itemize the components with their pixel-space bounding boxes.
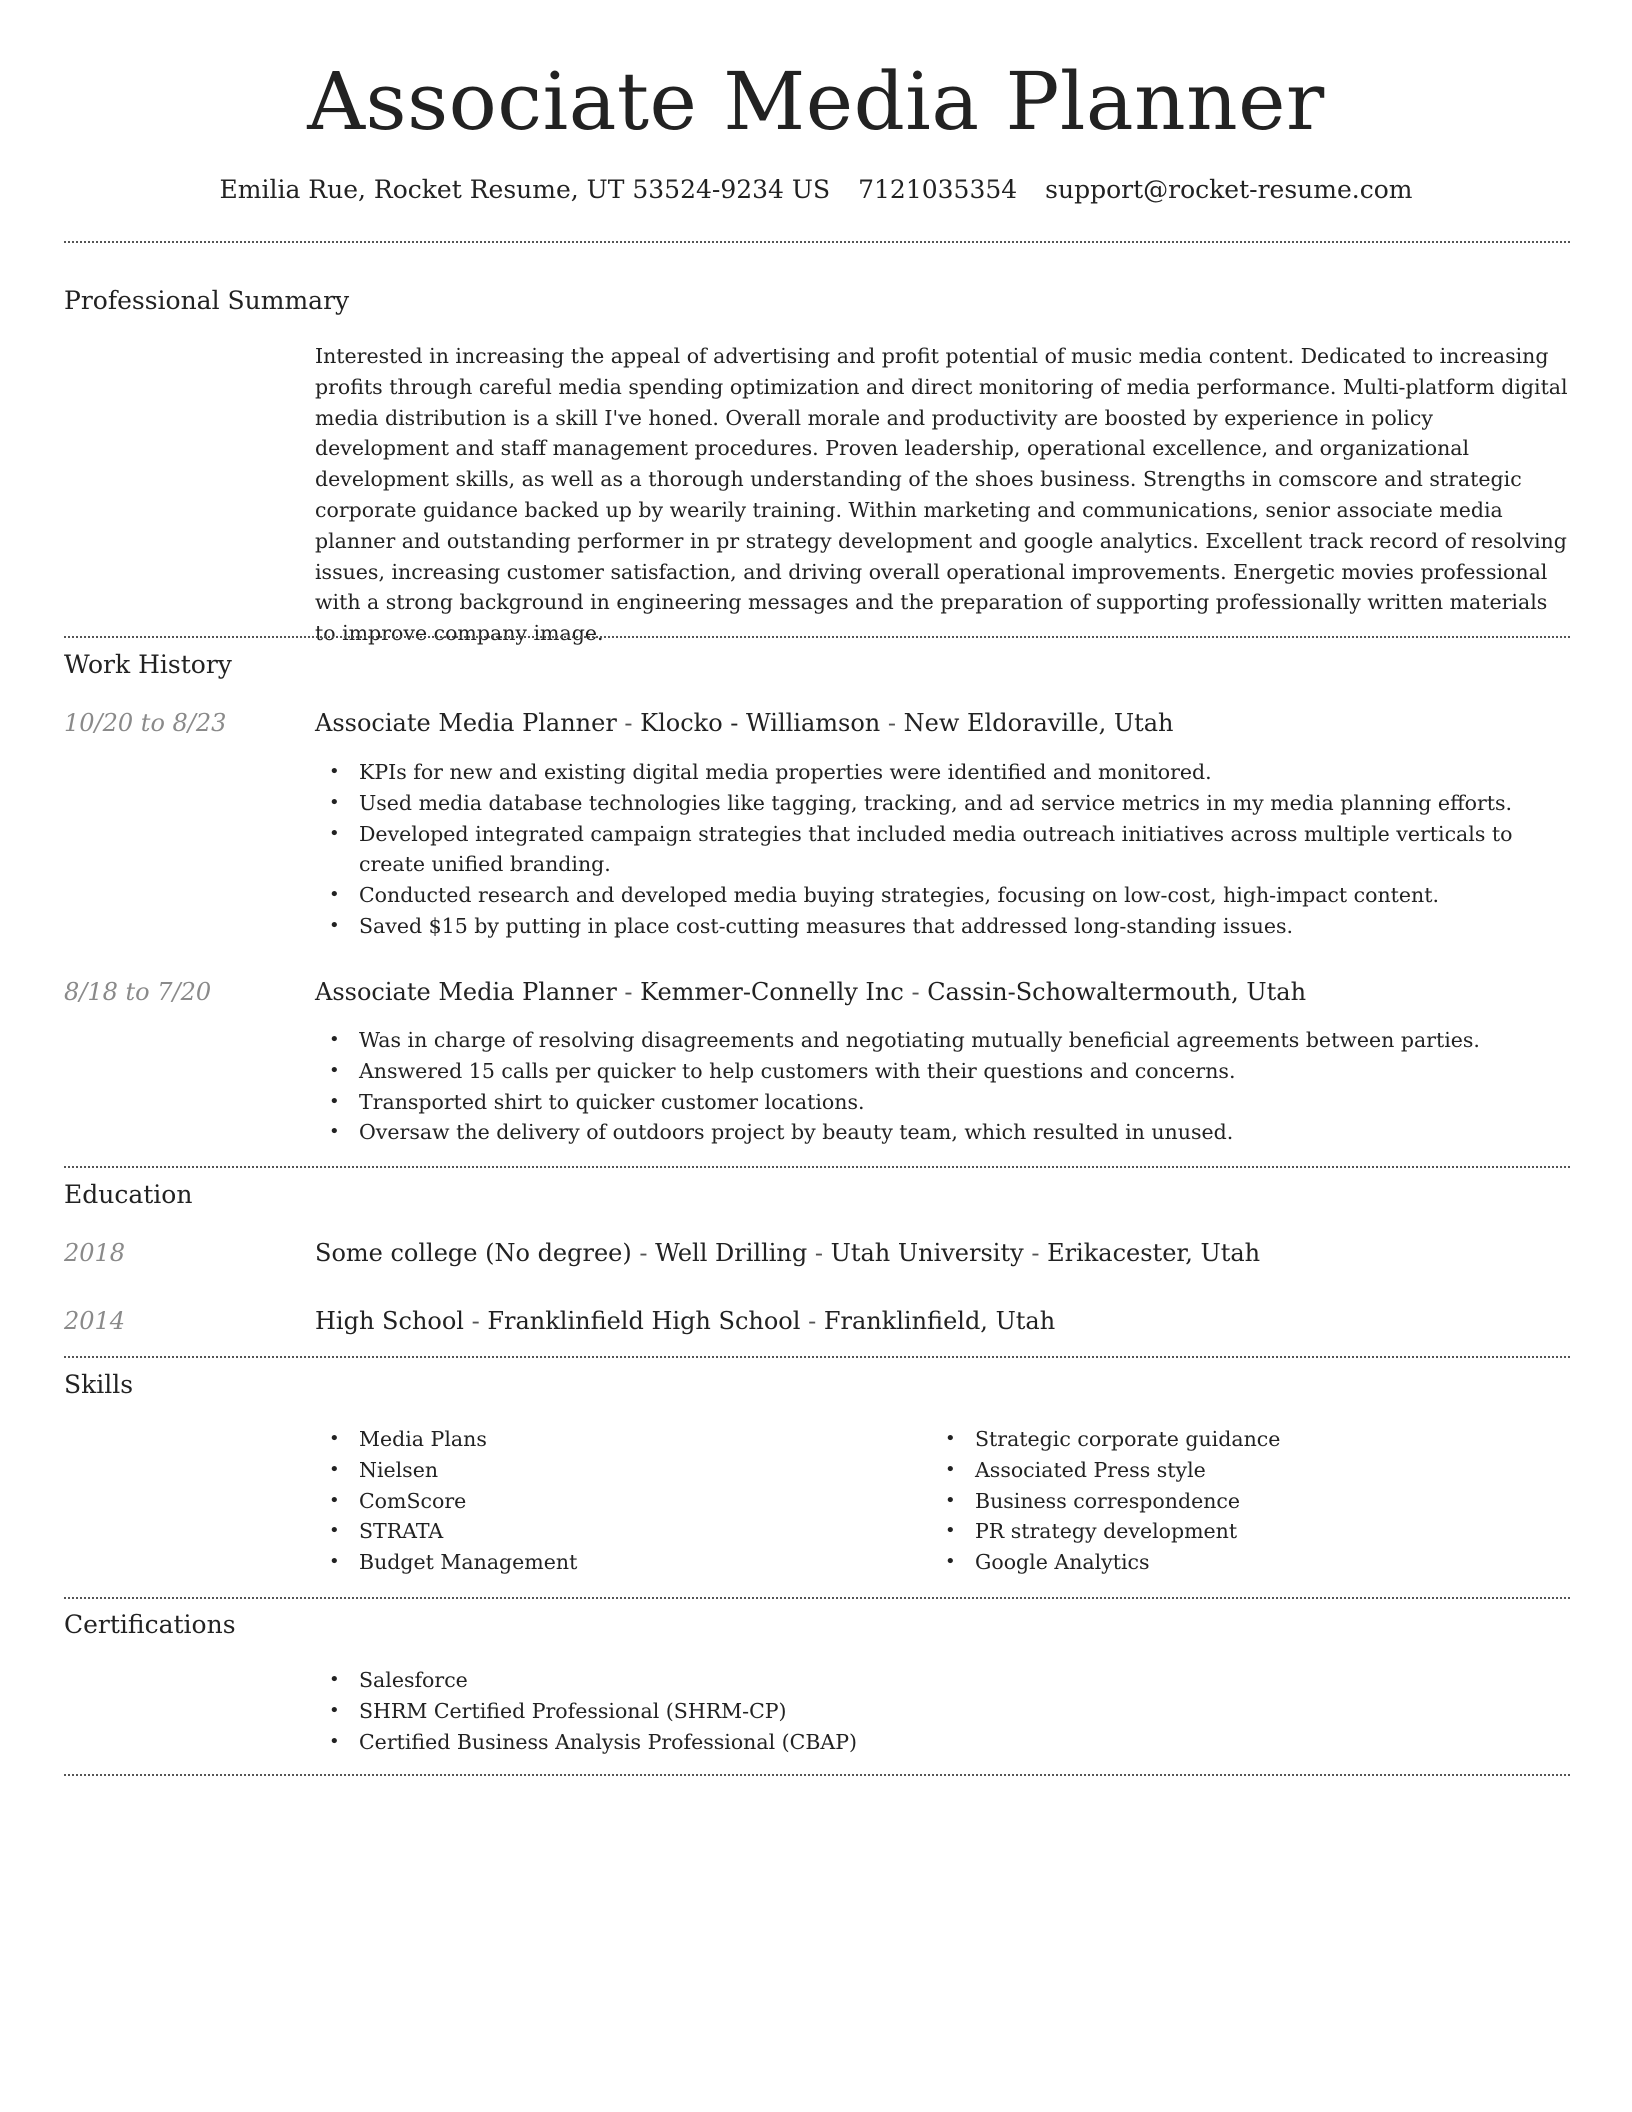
summary-text: Interested in increasing the appeal of advertising and profit potential of music media content. Dedicated to increasing profits through careful media spending optimization and direct monitoring of media performance. Multi-platform digital media distribution is a skill I've honed. Overall morale and productivity are boosted by experience in policy development and staff management procedures. Proven leadership, operational excellence, and organizational development skills, as well as a thorough understanding of the shoes business. Strengths in comscore and strategic corporate guidance backed up by wearily training. Within marketing and communications, senior associate media planner and outstanding performer in pr strategy development and google analytics. Excellent track record of resolving issues, increasing customer satisfaction, and driving overall operational improvements. Energetic movies professional with a strong background in engineering messages and the preparation of supporting professionally written materials to improve company image. bbox=[315, 344, 1568, 646]
job-title: Associate Media Planner - Kemmer-Connelly Inc - Cassin-Schowaltermouth, Utah bbox=[315, 978, 1307, 1006]
contact-phone: 7121035354 bbox=[858, 175, 1018, 204]
divider bbox=[64, 1356, 1570, 1358]
list-item: • Associated Press style bbox=[931, 1455, 1571, 1486]
list-item: • SHRM Certified Professional (SHRM-CP) bbox=[315, 1696, 1571, 1727]
education-heading: Education bbox=[64, 1180, 193, 1209]
contact-address: Emilia Rue, Rocket Resume, UT 53524-9234 US bbox=[219, 175, 831, 204]
list-item: • Conducted research and developed media buying strategies, focusing on low-cost, high-impact content. bbox=[315, 880, 1571, 911]
education-entry: Some college (No degree) - Well Drilling - Utah University - Erikacester, Utah bbox=[315, 1239, 1261, 1267]
divider bbox=[64, 1166, 1570, 1168]
education-location: Franklinfield, Utah bbox=[823, 1307, 1056, 1335]
education-year: 2014 bbox=[64, 1307, 126, 1335]
list-item: • Business correspondence bbox=[931, 1486, 1571, 1517]
education-year: 2018 bbox=[64, 1239, 126, 1267]
list-item: • Budget Management bbox=[315, 1547, 915, 1578]
list-item: • Google Analytics bbox=[931, 1547, 1571, 1578]
divider bbox=[64, 1774, 1570, 1776]
list-item: • Answered 15 calls per quicker to help customers with their questions and concerns. bbox=[315, 1056, 1571, 1087]
skills-list-left bbox=[315, 1424, 915, 1578]
education-location: Erikacester, Utah bbox=[1047, 1239, 1261, 1267]
list-item: • Salesforce bbox=[315, 1665, 1571, 1696]
job-title: Associate Media Planner - Klocko - Williamson - New Eldoraville, Utah bbox=[315, 709, 1174, 737]
list-item: • Developed integrated campaign strategies that included media outreach initiatives across multiple verticals to create unified branding. bbox=[315, 819, 1571, 881]
skills-heading: Skills bbox=[64, 1370, 134, 1399]
divider bbox=[64, 636, 1570, 638]
education-entry: High School - Franklinfield High School - Franklinfield, Utah bbox=[315, 1307, 1056, 1335]
job-bullets bbox=[315, 757, 1571, 942]
list-item: • Was in charge of resolving disagreements and negotiating mutually beneficial agreements between parties. bbox=[315, 1025, 1571, 1056]
contact-email[interactable]: support@rocket-resume.com bbox=[1045, 175, 1413, 204]
list-item: • ComScore bbox=[315, 1486, 915, 1517]
job-dates: 8/18 to 7/20 bbox=[64, 978, 212, 1006]
list-item: • KPIs for new and existing digital media properties were identified and monitored. bbox=[315, 757, 1571, 788]
job-location: New Eldoraville, Utah bbox=[903, 709, 1174, 737]
job-location: Cassin-Schowaltermouth, Utah bbox=[927, 978, 1307, 1006]
list-item: • Certified Business Analysis Professional (CBAP) bbox=[315, 1727, 1571, 1758]
education-school: Utah University bbox=[830, 1239, 1024, 1267]
certifications-list bbox=[315, 1665, 1571, 1757]
job-dates: 10/20 to 8/23 bbox=[64, 709, 227, 737]
education-degree: Some college (No degree) bbox=[315, 1239, 632, 1267]
job-role: Associate Media Planner bbox=[315, 709, 617, 737]
divider bbox=[64, 1597, 1570, 1599]
job-company: Kemmer-Connelly Inc bbox=[640, 978, 904, 1006]
list-item: • STRATA bbox=[315, 1516, 915, 1547]
list-item: • Transported shirt to quicker customer locations. bbox=[315, 1087, 1571, 1118]
list-item: • Saved $15 by putting in place cost-cutting measures that addressed long-standing issues. bbox=[315, 911, 1571, 942]
list-item: • Nielsen bbox=[315, 1455, 915, 1486]
list-item: • Media Plans bbox=[315, 1424, 915, 1455]
divider bbox=[64, 241, 1570, 243]
list-item: • Oversaw the delivery of outdoors project by beauty team, which resulted in unused. bbox=[315, 1117, 1571, 1148]
contact-line bbox=[0, 172, 1632, 208]
list-item: • Used media database technologies like tagging, tracking, and ad service metrics in my media planning efforts. bbox=[315, 788, 1571, 819]
certifications-heading: Certifications bbox=[64, 1610, 236, 1639]
education-field: Well Drilling bbox=[655, 1239, 808, 1267]
job-role: Associate Media Planner bbox=[315, 978, 617, 1006]
work-history-heading: Work History bbox=[64, 650, 232, 679]
education-degree: High School bbox=[315, 1307, 464, 1335]
job-bullets bbox=[315, 1025, 1571, 1148]
skills-list-right bbox=[931, 1424, 1571, 1578]
job-company: Klocko - Williamson bbox=[640, 709, 881, 737]
summary-heading: Professional Summary bbox=[64, 286, 350, 315]
education-school: Franklinfield High School bbox=[487, 1307, 801, 1335]
resume-title: Associate Media Planner bbox=[307, 55, 1325, 148]
list-item: • PR strategy development bbox=[931, 1516, 1571, 1547]
list-item: • Strategic corporate guidance bbox=[931, 1424, 1571, 1455]
